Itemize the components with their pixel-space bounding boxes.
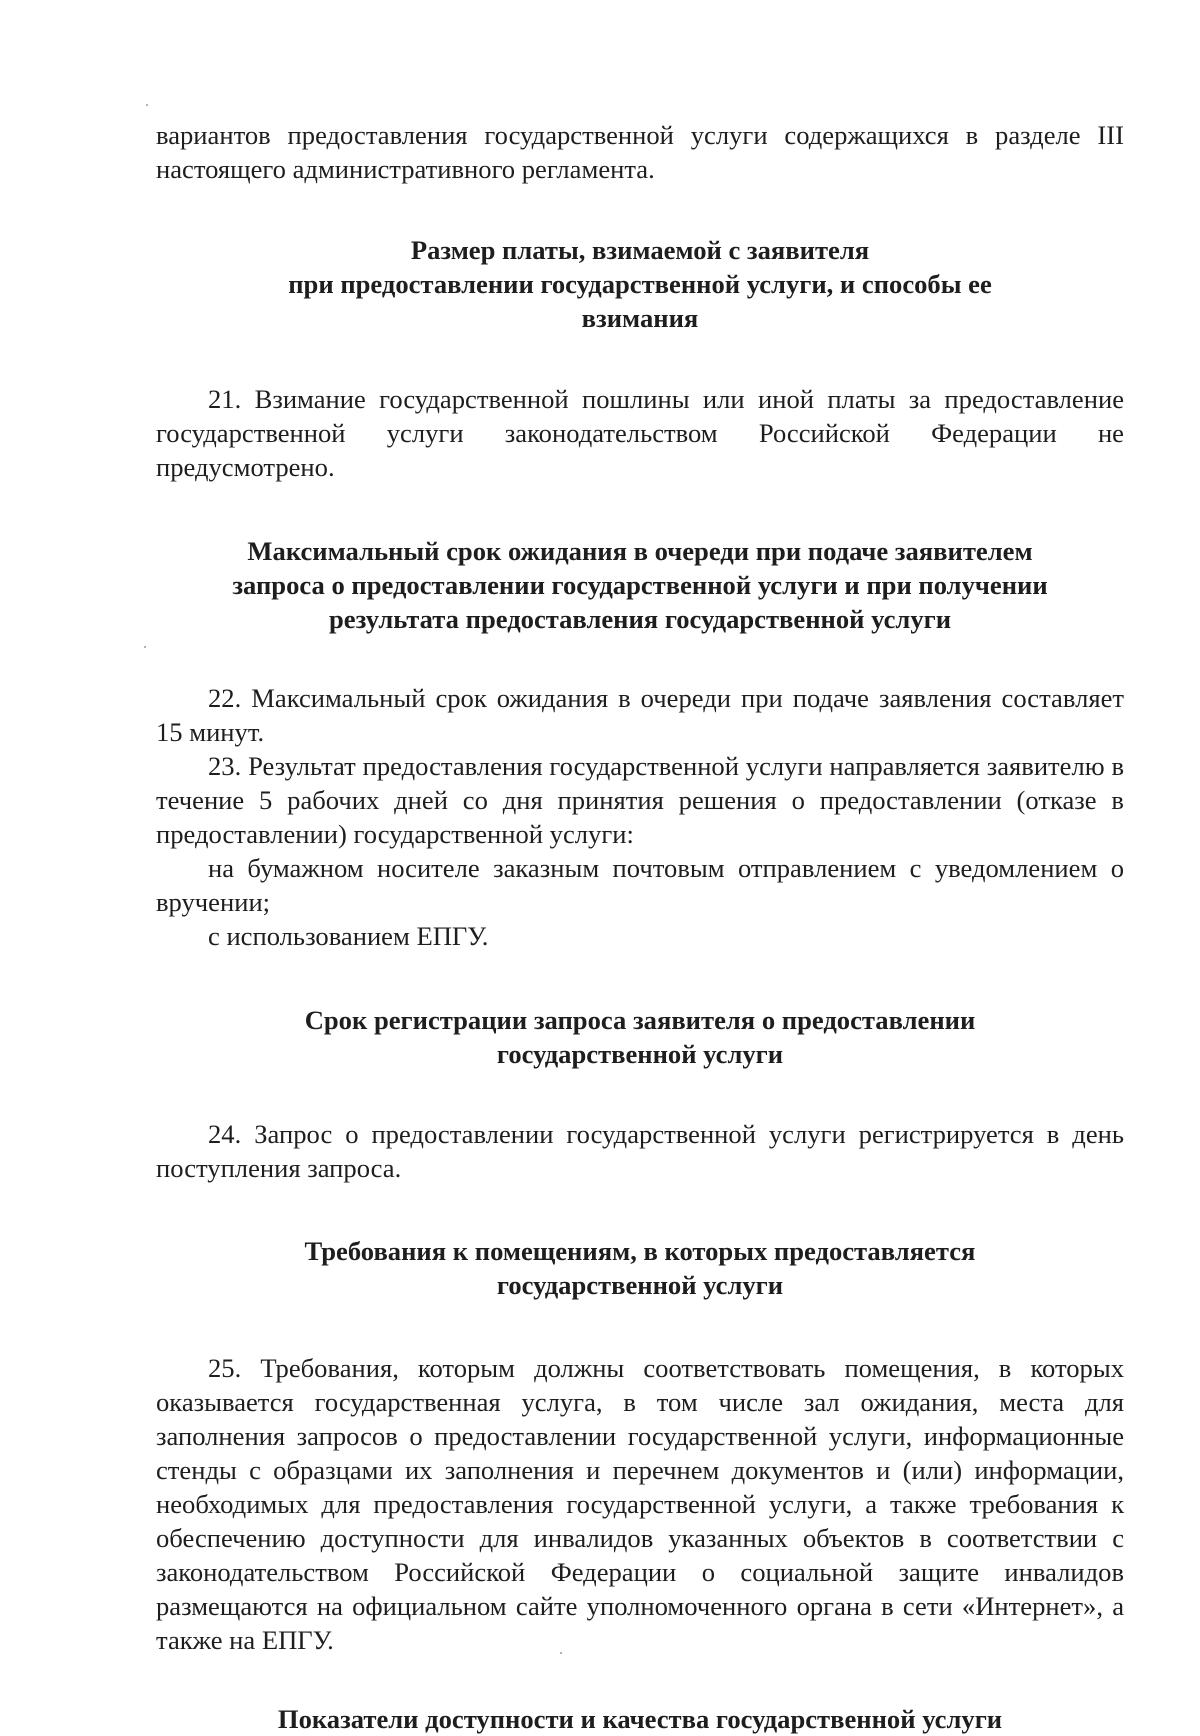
heading-queue — [156, 534, 1124, 636]
heading-line: результата предоставления государственной услуги — [328, 604, 952, 634]
heading-line: при предоставлении государственной услуги, и способы ее — [288, 269, 992, 299]
heading-line: Максимальный срок ожидания в очереди при подаче заявителем — [247, 536, 1033, 566]
heading-line: государственной услуги — [496, 1039, 784, 1069]
paragraph-23-epgu: с использованием ЕПГУ. — [208, 921, 489, 951]
heading-fee — [156, 233, 1124, 335]
heading-line: Размер платы, взимаемой с заявителя — [410, 235, 870, 265]
document-body — [156, 118, 1124, 1736]
intro-paragraph: вариантов предоставления государственной услуги содержащихся в разделе III настоящего административного регламента. — [156, 120, 1124, 184]
heading-line: государственной услуги — [496, 1270, 784, 1300]
heading-line: взимания — [581, 303, 699, 333]
heading-registration — [156, 1003, 1124, 1071]
heading-line: запроса о предоставлении государственной услуги и при получении — [232, 570, 1048, 600]
heading-line: Срок регистрации запроса заявителя о предоставлении — [304, 1005, 976, 1035]
paragraph-23-paper: на бумажном носителе заказным почтовым отправлением с уведомлением о вручении; — [156, 853, 1124, 917]
heading-quality: Показатели доступности и качества государственной услуги — [277, 1704, 1003, 1734]
paragraph-23: 23. Результат предоставления государственной услуги направляется заявителю в течение 5 рабочих дней со дня принятия решения о предоставлении (отказе в предоставлении) государственной услуги: — [156, 751, 1124, 849]
paragraph-22: 22. Максимальный срок ожидания в очереди при подаче заявления составляет 15 минут. — [156, 683, 1124, 747]
heading-line: Требования к помещениям, в которых предоставляется — [304, 1236, 976, 1266]
paragraph-25: 25. Требования, которым должны соответствовать помещения, в которых оказывается государственная услуга, в том числе зал ожидания, места для заполнения запросов о предоставлении государственной услуги, информационные стенды с образцами их заполнения и перечнем документов и (или) информации, необходимых для предоставления государственной услуги, а также требования к обеспечению доступности для инвалидов указанных объектов в соответствии с законодательством Российской Федерации о социальной защите инвалидов размещаются на официальном сайте уполномоченного органа в сети «Интернет», а также на ЕПГУ. — [156, 1353, 1124, 1655]
paragraph-21: 21. Взимание государственной пошлины или иной платы за предоставление государственной услуги законодательством Российской Федерации не предусмотрено. — [156, 384, 1124, 482]
paragraph-24: 24. Запрос о предоставлении государственной услуги регистрируется в день поступления запроса. — [156, 1119, 1124, 1183]
heading-rooms — [156, 1234, 1124, 1302]
